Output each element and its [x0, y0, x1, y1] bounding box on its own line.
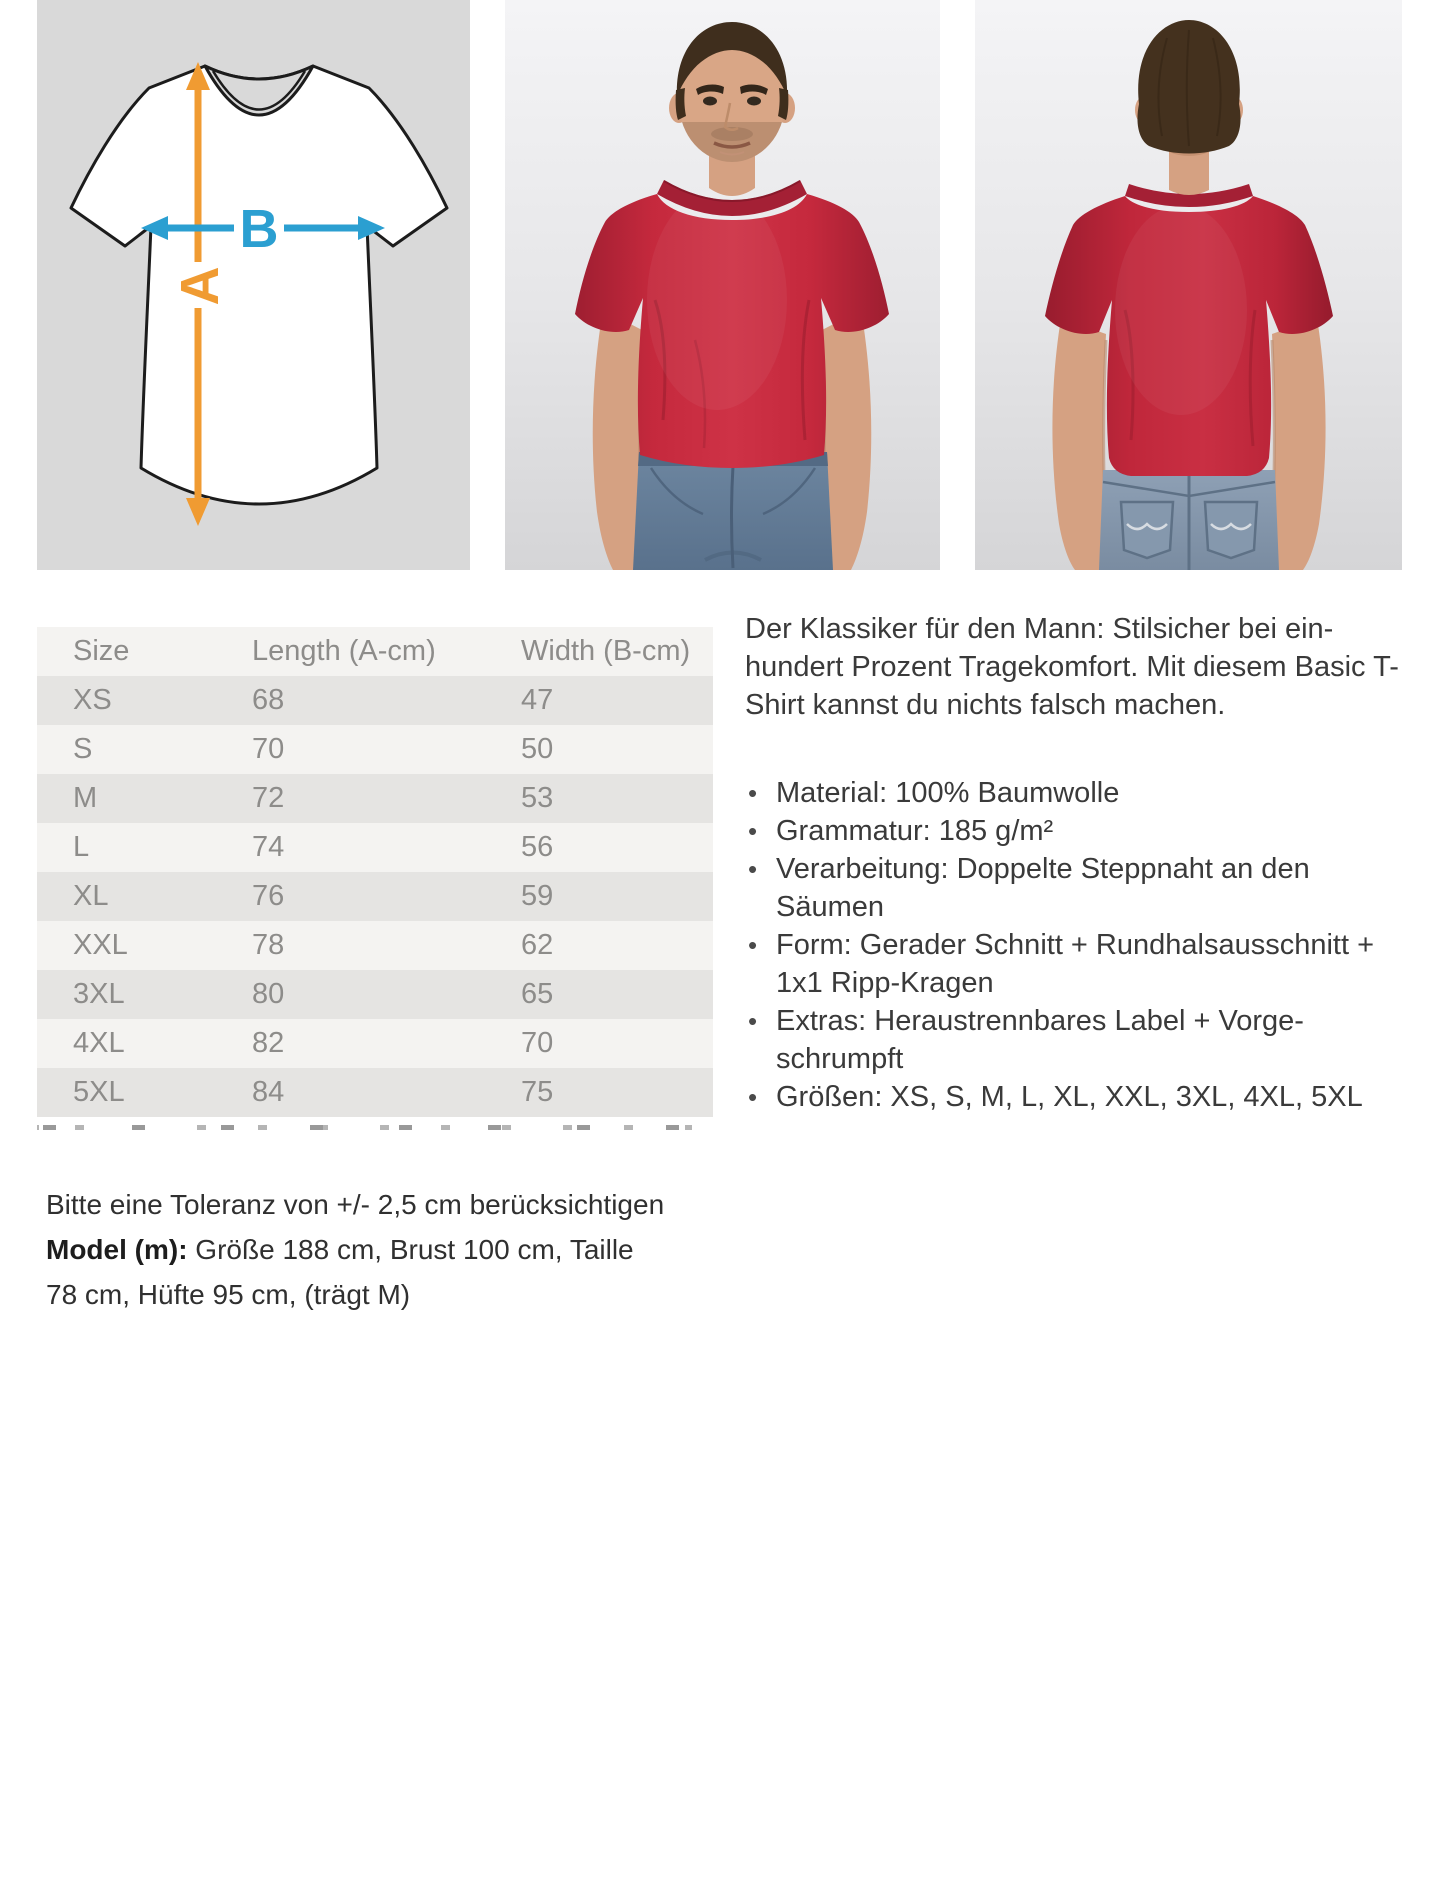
cell-length: 68 — [252, 684, 285, 716]
cell-size: XL — [73, 880, 109, 912]
cell-width: 75 — [521, 1076, 554, 1108]
cell-size: M — [73, 782, 98, 814]
back-pocket-left — [1121, 502, 1173, 558]
cell-width: 65 — [521, 978, 554, 1010]
cell-length: 78 — [252, 929, 285, 961]
column-header-size: Size — [73, 635, 130, 667]
front-photo-svg — [505, 0, 940, 570]
cell-size: S — [73, 733, 93, 765]
cell-length: 80 — [252, 978, 285, 1010]
jeans-back — [1099, 470, 1279, 570]
description-bullet-item: • Grammatur: 185 g/m² — [745, 812, 1410, 850]
description-bullet-item: • Form: Gerader Schnitt + Rundhalsausschnitt + 1x1 Ripp-Kragen — [745, 926, 1410, 1002]
model-label: Model (m): — [46, 1234, 188, 1265]
model-note-line2: 78 cm, Hüfte 95 cm, (trägt M) — [46, 1279, 411, 1310]
label-a: A — [170, 266, 230, 306]
description-bullet-item: • Material: 100% Baumwolle — [745, 774, 1410, 812]
cell-size: 3XL — [73, 978, 125, 1010]
cell-width: 62 — [521, 929, 554, 961]
cell-size: L — [73, 831, 90, 863]
cell-width: 53 — [521, 782, 554, 814]
size-table-body — [37, 676, 713, 1117]
table-row — [37, 1019, 713, 1068]
model-note-line1 — [46, 1227, 766, 1272]
table-row — [37, 823, 713, 872]
cell-length: 72 — [252, 782, 285, 814]
description-bullets — [745, 774, 1410, 1116]
size-notes — [46, 1182, 766, 1317]
description-bullet-item: • Extras: Heraustrennbares Label + Vorge-schrumpft — [745, 1002, 1410, 1078]
cell-size: 4XL — [73, 1027, 125, 1059]
eye-right — [747, 97, 761, 106]
cell-width: 70 — [521, 1027, 554, 1059]
cell-length: 74 — [252, 831, 285, 863]
jeans-front — [633, 452, 833, 570]
table-row — [37, 725, 713, 774]
tshirt-diagram-svg — [37, 0, 470, 570]
description-bullet-item: • Verarbeitung: Doppelte Steppnaht an den Säumen — [745, 850, 1410, 926]
model-details-1: Größe 188 cm, Brust 100 cm, Taille — [187, 1234, 634, 1265]
tolerance-note: Bitte eine Toleranz von +/- 2,5 cm berücksichtigen — [46, 1189, 665, 1220]
cell-width: 56 — [521, 831, 554, 863]
table-row — [37, 872, 713, 921]
size-diagram-image — [37, 0, 470, 570]
cell-size: XS — [73, 684, 112, 716]
column-header-width: Width (B-cm) — [521, 635, 691, 667]
cell-size: XXL — [73, 929, 128, 961]
description-bullet-item: • Größen: XS, S, M, L, XL, XXL, 3XL, 4XL, 5XL — [745, 1078, 1410, 1116]
size-table-header-row — [37, 627, 713, 676]
model-front-photo — [505, 0, 940, 570]
model-back-photo — [975, 0, 1402, 570]
column-header-length: Length (A-cm) — [252, 635, 436, 667]
table-row — [37, 970, 713, 1019]
cell-length: 76 — [252, 880, 285, 912]
table-row — [37, 676, 713, 725]
back-photo-svg — [975, 0, 1402, 570]
label-b: B — [239, 199, 279, 259]
cell-length: 70 — [252, 733, 285, 765]
size-table — [37, 627, 713, 1117]
product-description — [745, 610, 1410, 1116]
cell-width: 50 — [521, 733, 554, 765]
back-pocket-right — [1205, 502, 1257, 558]
table-row — [37, 774, 713, 823]
cell-width: 47 — [521, 684, 554, 716]
cell-length: 82 — [252, 1027, 285, 1059]
clipped-text-strip — [37, 1123, 692, 1132]
cell-size: 5XL — [73, 1076, 125, 1108]
eye-left — [703, 97, 717, 106]
description-intro: Der Klassiker für den Mann: Stilsicher bei ein-hundert Prozent Tragekomfort. Mit diesem Basic T-Shirt kannst du nichts falsch machen. — [745, 613, 1399, 721]
cell-width: 59 — [521, 880, 554, 912]
cell-length: 84 — [252, 1076, 285, 1108]
table-row — [37, 921, 713, 970]
table-row — [37, 1068, 713, 1117]
